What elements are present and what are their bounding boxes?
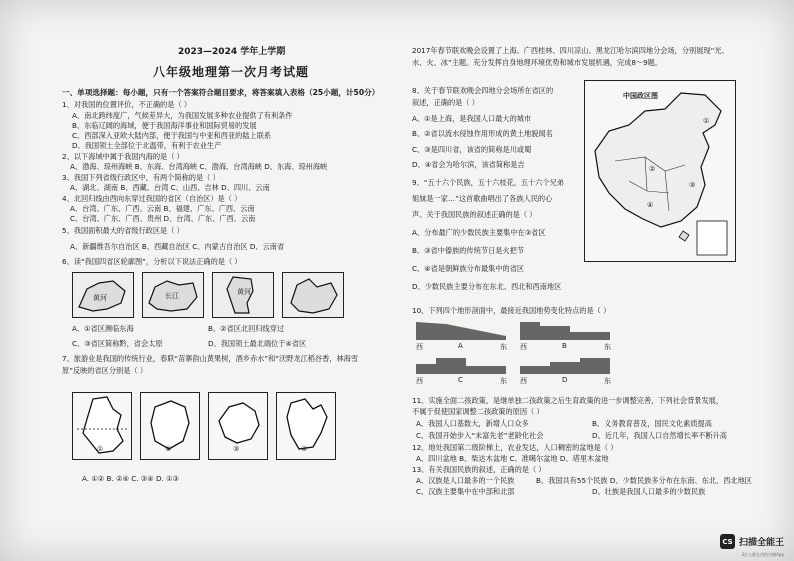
q6-province-2 <box>142 272 204 318</box>
profile-d-east: 东 <box>604 377 611 385</box>
q6-province-1 <box>72 272 134 318</box>
q2-options: A、渤海、琼州海峡 B、东海、台湾海峡 C、渤海、台湾海峡 D、东海、琼州海峡 <box>70 162 328 171</box>
profile-c-letter: C <box>458 376 463 384</box>
question-12: 12、地处我国第二级阶梯上，农业发达，人口稠密的盆地是（ ） <box>412 443 618 452</box>
province-outline-4 <box>283 273 343 317</box>
q9-option-a: A、分布最广的少数民族主要集中在③省区 <box>412 228 546 237</box>
q1-option-b: B、东临辽阔的海域，便于我国海洋事业和国际贸易的发展 <box>72 121 257 130</box>
q6-province-4 <box>282 272 344 318</box>
q1-option-d: D、我国领土全部位于北温带，有利于农业生产 <box>72 141 222 150</box>
q6-province-3 <box>212 272 274 318</box>
q7-num-1: ① <box>97 445 104 453</box>
question-11: 11、实施全面二孩政策，是继单独二孩政策之后生育政策的进一步调整完善，下列社会背景发展， <box>412 396 724 405</box>
profile-b <box>520 318 610 342</box>
q11-option-d: D、近几年，我国人口自然增长率不断升高 <box>592 431 727 440</box>
question-4: 4、北回归线由西向东穿过我国的省区（自治区）是（ ） <box>62 194 242 203</box>
profile-b-east: 东 <box>604 343 611 351</box>
profile-a-letter: A <box>458 342 463 350</box>
scanner-logo-icon: CS <box>720 534 735 549</box>
q6-label-2: 长江 <box>165 292 179 300</box>
q7-province-1 <box>72 392 132 460</box>
q11-option-c: C、我国开始步入“未富先老”老龄化社会 <box>416 431 544 440</box>
profile-d <box>520 352 610 376</box>
q7-province-4 <box>276 392 336 460</box>
profile-a-west: 西 <box>416 343 423 351</box>
question-8: 8、关于春节联欢晚会四地分会场所在省区的 <box>412 86 554 95</box>
question-6: 6、读“我国四省区轮廓图”，分析以下说法正确的是（ ） <box>62 257 242 266</box>
q3-options: A、湖北、湖南 B、西藏、台湾 C、山西、吉林 D、四川、云南 <box>70 183 270 192</box>
q13-option-b: B、我国共有55个民族 D、少数民族多分布在东南、东北、西北地区 <box>536 476 752 485</box>
scanner-badge <box>720 534 784 549</box>
q8-option-b: B、②省以流水侵蚀作用形成的黄土地貌闻名 <box>412 129 553 138</box>
profile-d-west: 西 <box>520 377 527 385</box>
q11-option-b: B、义务教育普及，国民文化素质提高 <box>592 419 712 428</box>
profile-a <box>416 318 506 342</box>
q6-option-c: C、③省区简称黔，省会太原 <box>72 339 163 348</box>
q6-label-3: 黄河 <box>237 288 251 296</box>
question-9-cont: 姐妹是一家…”这首歌曲唱出了各族人民的心 <box>412 194 553 203</box>
map-num-3: ③ <box>689 181 696 189</box>
scanner-subtitle: 3亿人都在用的扫描App <box>741 552 784 557</box>
map-title: 中国政区图 <box>623 92 658 100</box>
q13-option-c: C、汉族主要集中在中部和北部 <box>416 487 515 496</box>
profile-a-east: 东 <box>500 343 507 351</box>
intro-line-1: 2017年春节联欢晚会设置了上海、广西桂林、四川凉山、黑龙江哈尔滨四地分会场，分别展现“光、 <box>412 46 729 55</box>
q5-options: A、新疆维吾尔自治区 B、西藏自治区 C、内蒙古自治区 D、云南省 <box>70 242 285 251</box>
china-political-map <box>584 80 736 262</box>
question-13: 13、有关我国民族的叙述，正确的是（ ） <box>412 465 546 474</box>
q1-option-a: A、南北跨纬度广，气候差异大，为我国发展多种农业提供了有利条件 <box>72 111 293 120</box>
q6-option-b: B、②省区北回归线穿过 <box>208 324 285 333</box>
map-num-2: ② <box>649 165 656 173</box>
map-num-1: ① <box>703 117 710 125</box>
profile-c <box>416 352 506 376</box>
question-8-cont: 叙述，正确的是（ ） <box>412 98 479 107</box>
question-11-cont: 不属于促使国家调整二孩政策的原因（ ） <box>412 407 544 416</box>
question-9: 9、“五十六个民族，五十六枝花，五十六个兄弟 <box>412 178 565 187</box>
q13-option-d: D、壮族是我国人口最多的少数民族 <box>592 487 706 496</box>
q6-option-a: A、①省区濒临东海 <box>72 324 134 333</box>
map-num-4: ④ <box>647 201 654 209</box>
question-7: 7、旅游业是我国的传统行业，春联“苗寨韵山黄果树，酒乡赤水”和“沃野龙江稻谷香，林海雪 <box>62 354 359 363</box>
year-line: 2023—2024 学年上学期 <box>178 47 286 57</box>
profile-c-east: 东 <box>500 377 507 385</box>
q4-options-2: C、台湾、广东、广西、贵州 D、台湾、广东、广西、云南 <box>70 214 256 223</box>
question-9-cont2: 声。关于我国民族的叙述正确的是（ ） <box>412 210 537 219</box>
q8-option-a: A、①是上海，是我国人口最大的城市 <box>412 114 532 123</box>
intro-line-2: 水、火、冰”主题。充分发挥自身地理环境优势和城市发展机遇，完成8～9题。 <box>412 58 663 67</box>
q6-label-1: 黄河 <box>93 294 107 302</box>
q8-option-d: D、④省会为哈尔滨，该省简称是吉 <box>412 160 525 169</box>
question-1: 1、对我国的位置评价，不正确的是（ ） <box>62 100 192 109</box>
q7-num-2: ② <box>165 445 172 453</box>
q8-option-c: C、③是四川省，该省的简称是川或蜀 <box>412 145 532 154</box>
profile-d-letter: D <box>562 376 568 384</box>
question-2: 2、以下海域中属于我国内海的是（ ） <box>62 152 184 161</box>
question-5: 5、我国面积最大的省级行政区是（ ） <box>62 226 184 235</box>
section-one: 一、单项选择题：每小题，只有一个答案符合题目要求，将答案填入表格（25小题，计50分） <box>62 88 380 97</box>
q9-option-d: D、少数民族主要分布在东北、西北和西南地区 <box>412 282 562 291</box>
question-10: 10、下列四个地形剖面中，最接近我国地势变化特点的是（ ） <box>412 306 611 315</box>
q1-option-c: C、西部深入亚欧大陆内部，便于我国与中亚和西亚的陆上联系 <box>72 131 272 140</box>
q12-options: A、四川盆地 B、柴达木盆地 C、准噶尔盆地 D、塔里木盆地 <box>416 454 609 463</box>
china-outline <box>585 81 735 261</box>
q7-options: A. ①② B. ②④ C. ③④ D. ①③ <box>82 474 179 483</box>
scanner-title: 扫描全能王 <box>738 538 784 548</box>
question-7-cont: 原”反映的省区分别是（ ） <box>62 366 148 375</box>
q9-option-b: B、③省中傣族的传统节日是火把节 <box>412 246 525 255</box>
q11-option-a: A、我国人口基数大，新增人口众多 <box>416 419 529 428</box>
q13-option-a: A、汉族是人口最多的一个民族 <box>416 476 515 485</box>
profile-b-letter: B <box>562 342 567 350</box>
q6-option-d: D、我国领土最北端位于④省区 <box>208 339 307 348</box>
page-title: 八年级地理第一次月考试题 <box>153 65 310 79</box>
profile-b-west: 西 <box>520 343 527 351</box>
q7-province-3 <box>208 392 268 460</box>
q9-option-c: C、④省是朝鲜族分布最集中的省区 <box>412 264 525 273</box>
q7-province-2 <box>140 392 200 460</box>
profile-c-west: 西 <box>416 377 423 385</box>
q7-num-3: ③ <box>233 445 240 453</box>
q4-options-1: A、台湾、广东、广西、云南 B、福建、广东、广西、云南 <box>70 204 255 213</box>
question-3: 3、我国下列省级行政区中，有两个简称的是（ ） <box>62 173 220 182</box>
q7-num-4: ④ <box>301 445 308 453</box>
